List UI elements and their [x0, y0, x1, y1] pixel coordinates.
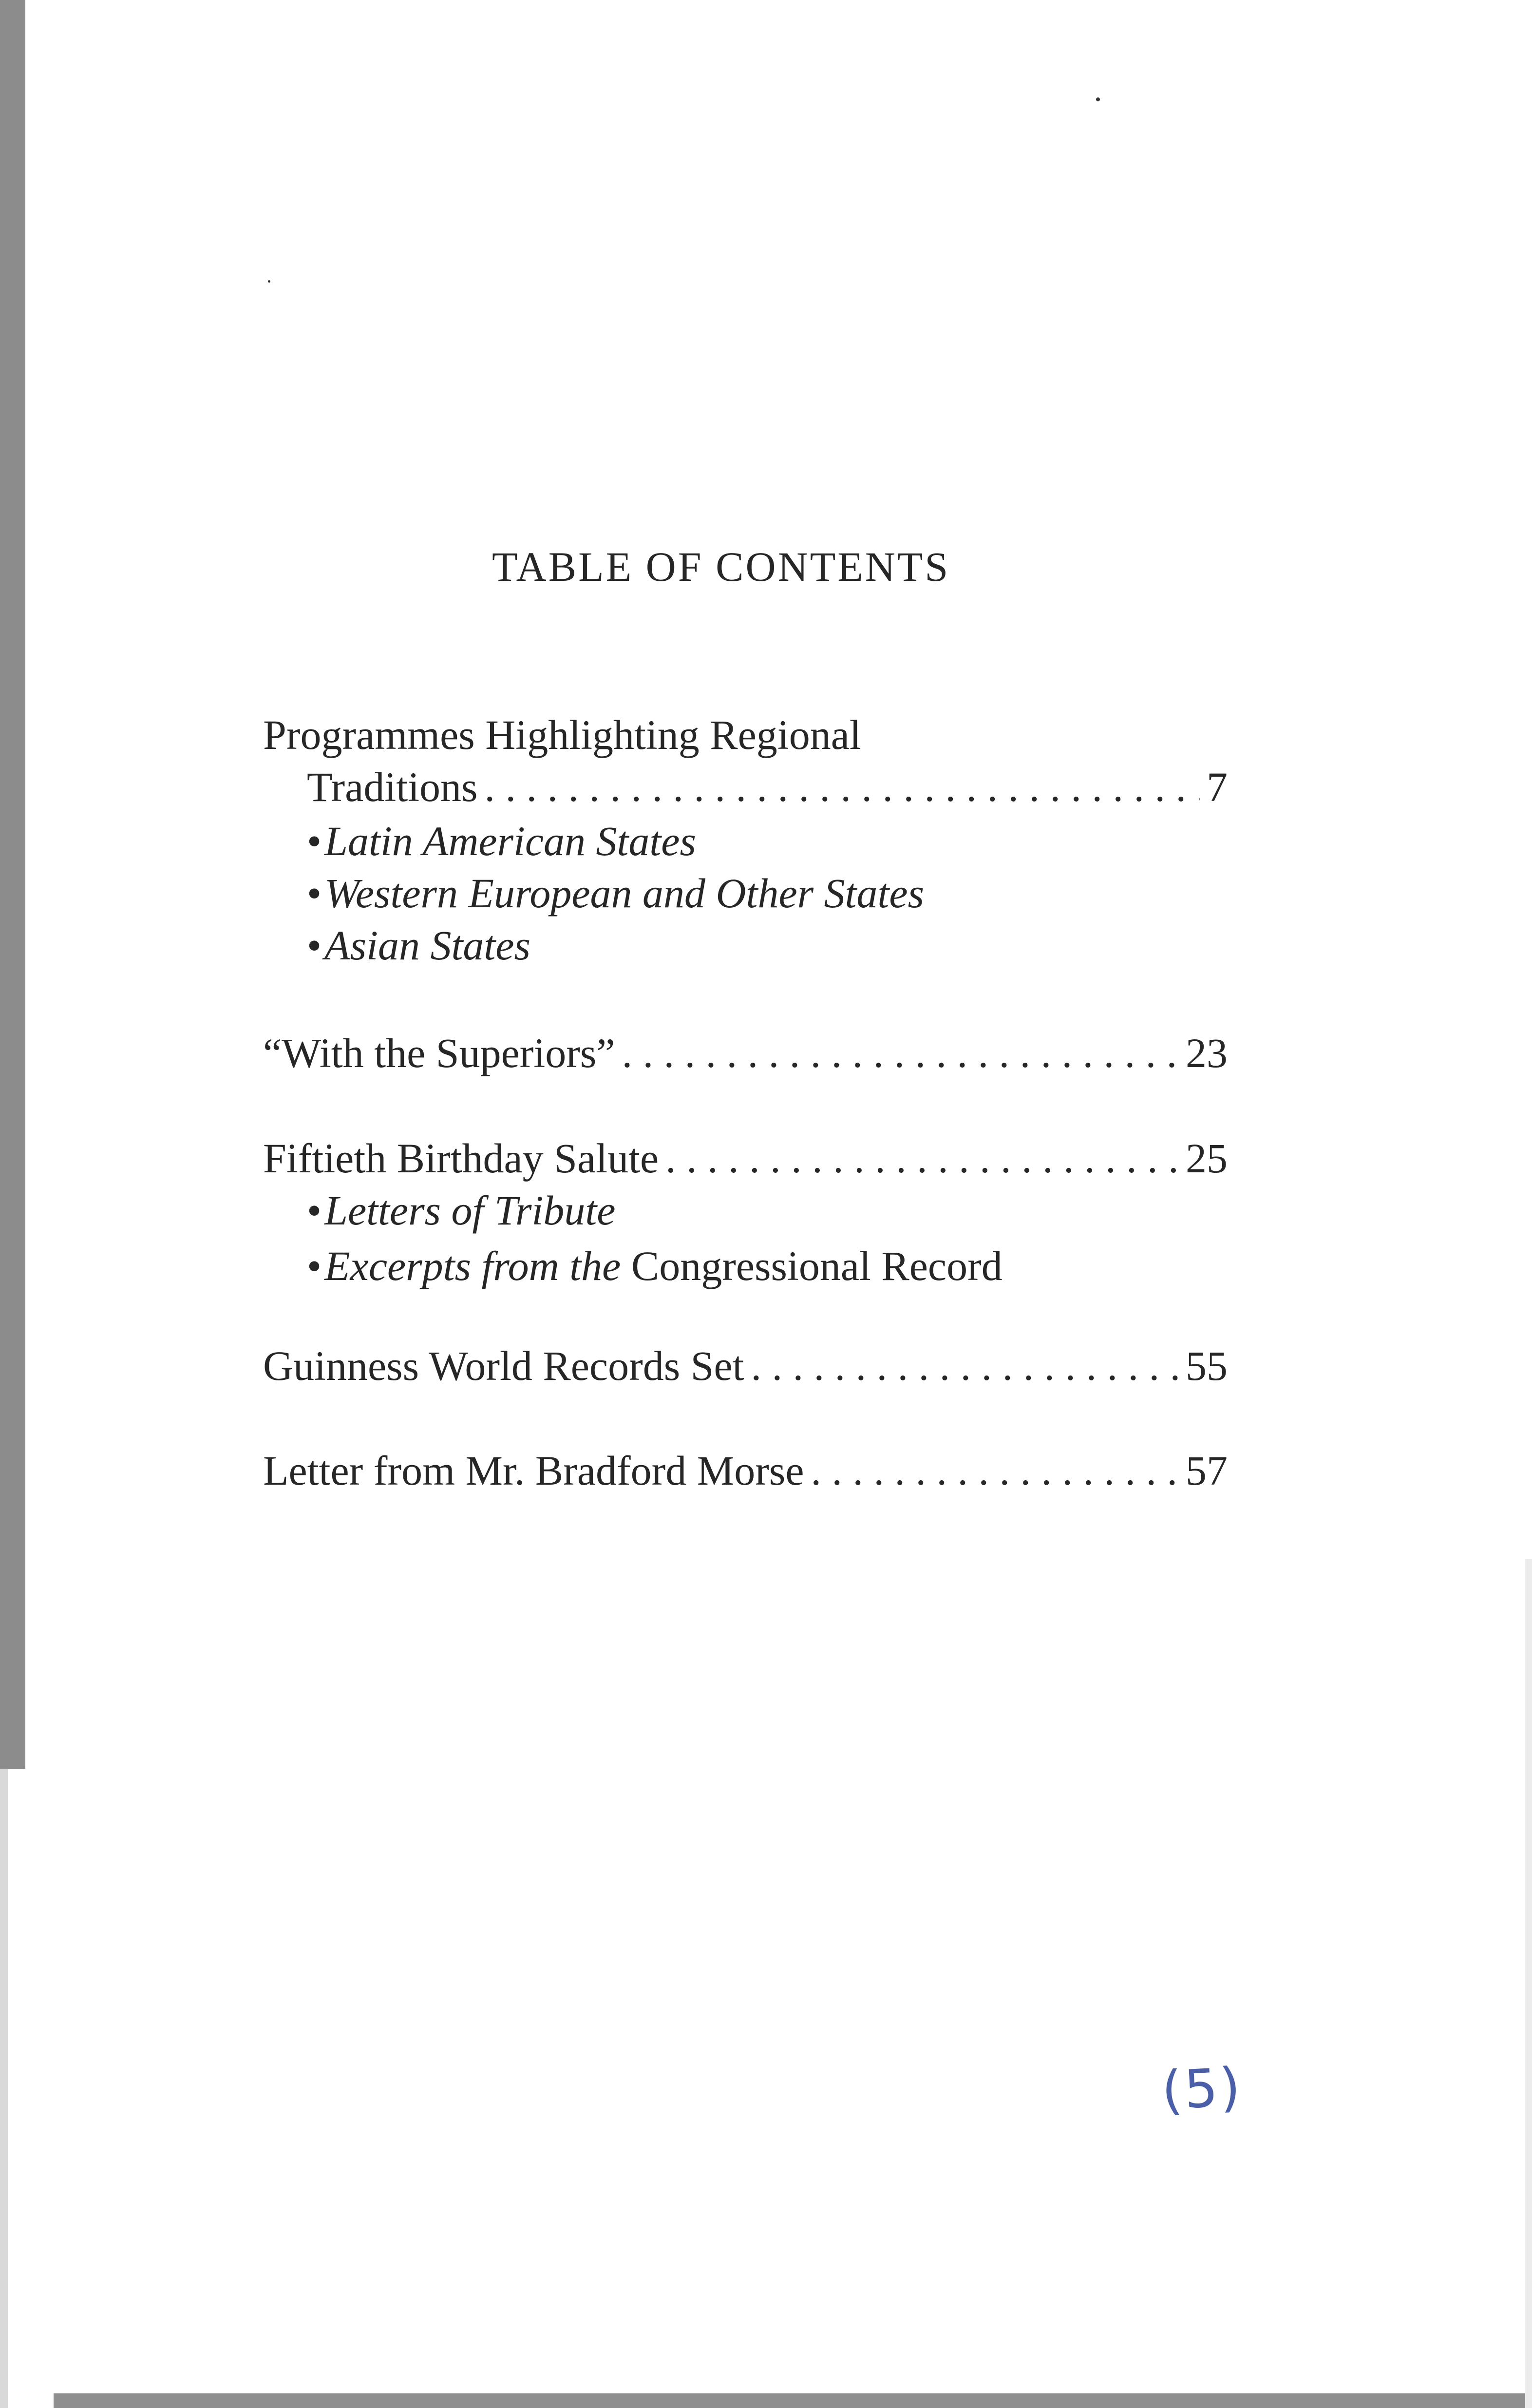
- bullet-icon: •: [307, 870, 322, 917]
- toc-entry: [263, 1447, 1228, 1498]
- dot-leader: [751, 1345, 1179, 1387]
- dot-leader: [665, 1137, 1179, 1179]
- toc-subitem-text-roman: Congressional Record: [631, 1242, 1002, 1289]
- toc-entry-title: Guinness World Records Set: [263, 1342, 744, 1389]
- toc-entry-title: Letter from Mr. Bradford Morse: [263, 1447, 804, 1494]
- handwritten-page-number: (5): [1160, 2056, 1244, 2122]
- toc-entry: [263, 1342, 1228, 1394]
- toc-page-number: 55: [1186, 1342, 1228, 1389]
- toc-page-number: 25: [1186, 1135, 1228, 1182]
- bullet-icon: •: [307, 1242, 322, 1289]
- toc-entry-title: “With the Superiors”: [263, 1030, 615, 1076]
- toc-subitem-text: Western European and Other States: [324, 870, 925, 917]
- toc-subitem: [307, 1242, 1002, 1289]
- toc-page-number: 7: [1207, 764, 1228, 810]
- toc-entry-title: Traditions: [307, 764, 478, 810]
- toc-subitem-text: Latin American States: [324, 818, 696, 864]
- toc-subitem: [307, 1187, 616, 1234]
- bullet-icon: •: [307, 1187, 322, 1234]
- toc-subitem: [307, 922, 530, 969]
- toc-page-number: 57: [1186, 1447, 1228, 1494]
- toc-entry: [307, 766, 1228, 815]
- bullet-icon: •: [307, 818, 322, 864]
- toc-entry: [263, 1032, 1228, 1081]
- toc-subitem: [307, 820, 696, 862]
- toc-subitem: [307, 870, 925, 917]
- toc-subitem-text: Asian States: [324, 922, 530, 969]
- toc-entry-title: Programmes Highlighting Regional: [263, 711, 861, 758]
- dot-leader: [811, 1450, 1179, 1491]
- toc-subitem-text-italic: Excerpts from the: [324, 1242, 621, 1289]
- toc-entry: [263, 1137, 1228, 1186]
- page-title: TABLE OF CONTENTS: [492, 543, 950, 590]
- bullet-icon: •: [307, 922, 322, 969]
- toc-page-number: 23: [1186, 1030, 1228, 1076]
- dot-leader: [622, 1032, 1179, 1074]
- toc-subitem-text: Letters of Tribute: [324, 1187, 616, 1234]
- dot-leader: [484, 766, 1200, 808]
- toc-entry-title: Fiftieth Birthday Salute: [263, 1135, 659, 1182]
